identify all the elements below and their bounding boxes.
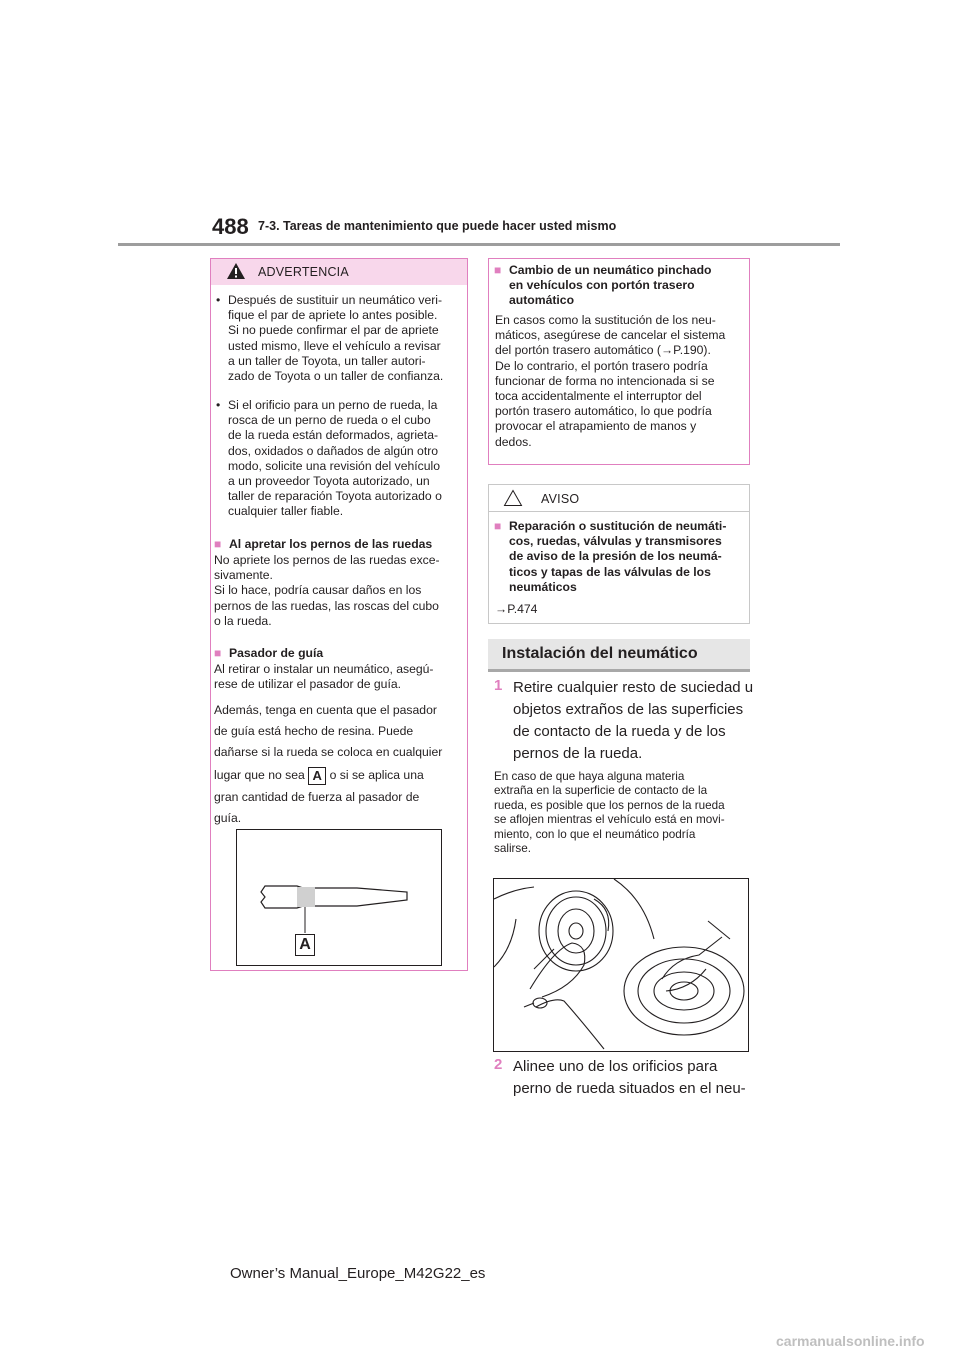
notice-triangle-icon bbox=[503, 489, 523, 507]
square-bullet-icon: ■ bbox=[494, 519, 502, 533]
chapter-title: 7-3. Tareas de mantenimiento que puede hacer usted mismo bbox=[258, 219, 617, 233]
warning-title: ADVERTENCIA bbox=[258, 265, 349, 279]
header-rule bbox=[118, 243, 840, 246]
note-heading-tailgate: Cambio de un neumático pinchado en vehículos con portón trasero automático bbox=[509, 263, 712, 308]
step-1-text: Retire cualquier resto de suciedad u objetos extraños de las superficies de contacto de la rueda y de los pernos de la rueda. bbox=[513, 679, 754, 762]
notice-page-ref[interactable]: →P.474 bbox=[495, 602, 538, 616]
bullet-mark: • bbox=[216, 398, 221, 412]
callout-a-badge: A bbox=[308, 767, 326, 785]
footer-doc-id: Owner’s Manual_Europe_M42G22_es bbox=[230, 1265, 486, 1282]
step-1-number: 1 bbox=[494, 677, 503, 694]
notice-title: AVISO bbox=[541, 492, 580, 506]
section-title: Instalación del neumático bbox=[502, 645, 698, 662]
warning-triangle-icon bbox=[226, 262, 246, 280]
sub-text-bolts: No apriete los pernos de las ruedas exce- sivamente. Si lo hace, podría causar daños en los pernos de las ruedas, las roscas del cubo o la rueda. bbox=[214, 553, 440, 628]
step-1-note: En caso de que haya alguna materia extraña en la superficie de contacto de la rueda, es posible que los pernos de la rueda se aflojen mientras el vehículo está en movi- miento, con lo que el neumático podría salirse. bbox=[494, 770, 725, 856]
notice-header bbox=[489, 485, 749, 512]
square-bullet-icon: ■ bbox=[494, 263, 502, 277]
note-text-tailgate: En casos como la sustitución de los neu- máticos, asegúrese de cancelar el sistema del portón trasero automático (→P.190). De lo contrario, el portón trasero podría funcionar de forma no intencionada si se toca accidentalmente el interruptor del portón trasero automático, lo que podría provocar el atrapamiento de manos y dedos. bbox=[495, 313, 726, 449]
bullet-mark: • bbox=[216, 293, 221, 307]
guide-pin-figure bbox=[236, 829, 442, 966]
watermark: carmanualsonline.info bbox=[776, 1333, 925, 1349]
notice-heading: Reparación o sustitución de neumáti- cos, ruedas, válvulas y transmisores de aviso de la presión de los neumá- ticos y tapas de las válvulas de los neumáticos bbox=[509, 519, 727, 594]
step-2-text: Alinee uno de los orificios para perno de rueda situados en el neu- bbox=[513, 1058, 746, 1097]
guide-pin-illustration bbox=[237, 830, 441, 965]
square-bullet-icon: ■ bbox=[214, 646, 222, 660]
wheel-cleaning-figure bbox=[493, 878, 749, 1052]
warning-bullet-2: Si el orificio para un perno de rueda, la rosca de un perno de rueda o el cubo de la rueda están deformados, agrieta- dos, oxidados o dañados de algún otro modo, solicite una revisión del vehículo a un proveedor Toyota autorizado, un taller de reparación Toyota autorizado o cualquier taller fiable. bbox=[228, 398, 442, 519]
guide-pin-paragraph: Además, tenga en cuenta que el pasador de guía está hecho de resina. Puede dañarse si la rueda se coloca en cualquier lugar que no sea A o si se aplica una gran cantidad de fuerza al pasador de guía. bbox=[214, 703, 443, 825]
step-2-number: 2 bbox=[494, 1056, 503, 1073]
figure-label-a: A bbox=[295, 934, 315, 956]
page-number: 488 bbox=[212, 214, 249, 239]
wheel-cleaning-illustration bbox=[494, 879, 748, 1051]
warning-bullet-1: Después de sustituir un neumático veri- fique el par de apriete lo antes posible. Si no puede confirmar el par de apriete usted mismo, lleve el vehículo a revisar a un taller de Toyota, un taller autori- zado de Toyota o un taller de confianza. bbox=[228, 293, 444, 384]
sub-heading-guide-pin: Pasador de guía bbox=[229, 646, 324, 660]
square-bullet-icon: ■ bbox=[214, 537, 222, 551]
sub-text-guide-pin: Al retirar o instalar un neumático, asegú- rese de utilizar el pasador de guía. bbox=[214, 662, 434, 692]
sub-heading-bolts: Al apretar los pernos de las ruedas bbox=[229, 537, 433, 551]
